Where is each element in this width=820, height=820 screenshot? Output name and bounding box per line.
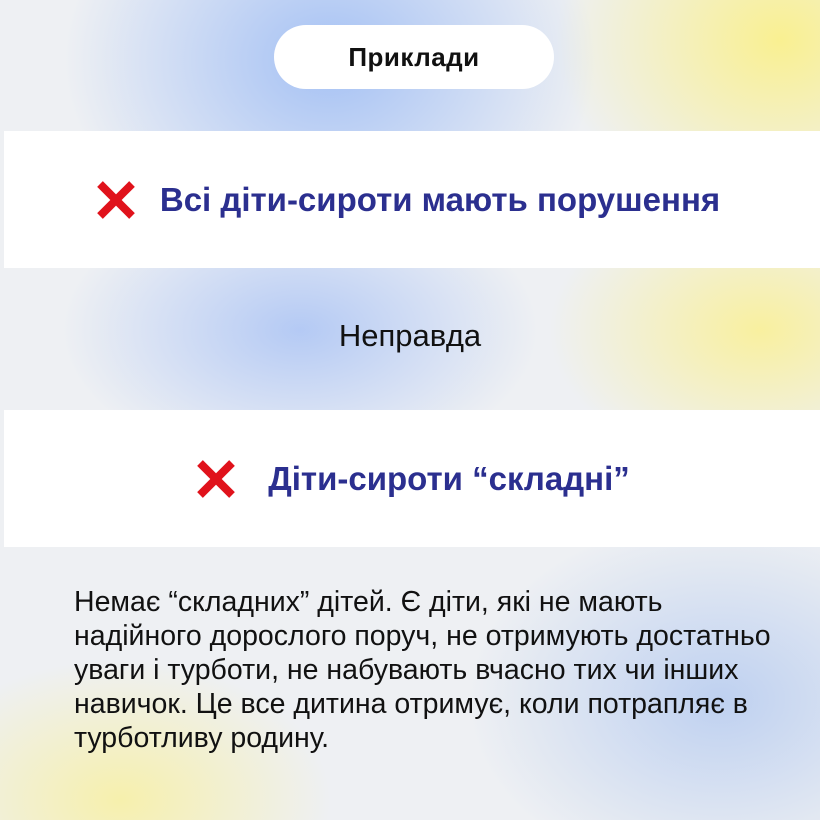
explanation-paragraph: Немає “складних” дітей. Є діти, які не мають надійного дорослого поруч, не отримують достатньо уваги і турботи, не набувають вчасно тих чи інших навичок. Це все дитина отримує, коли потрапляє в турботливу родину. xyxy=(74,586,771,754)
header-pill xyxy=(274,25,554,89)
example-claim-2: Діти-сироти “складні” xyxy=(268,459,630,497)
verdict-text: Неправда xyxy=(338,318,482,353)
red-cross-icon xyxy=(94,178,138,222)
example-card-2 xyxy=(4,410,820,547)
example-card-1 xyxy=(4,131,820,268)
example-claim-1: Всі діти-сироти мають порушення xyxy=(159,180,721,218)
red-cross-icon xyxy=(194,457,238,501)
header-title: Приклади xyxy=(348,41,480,72)
